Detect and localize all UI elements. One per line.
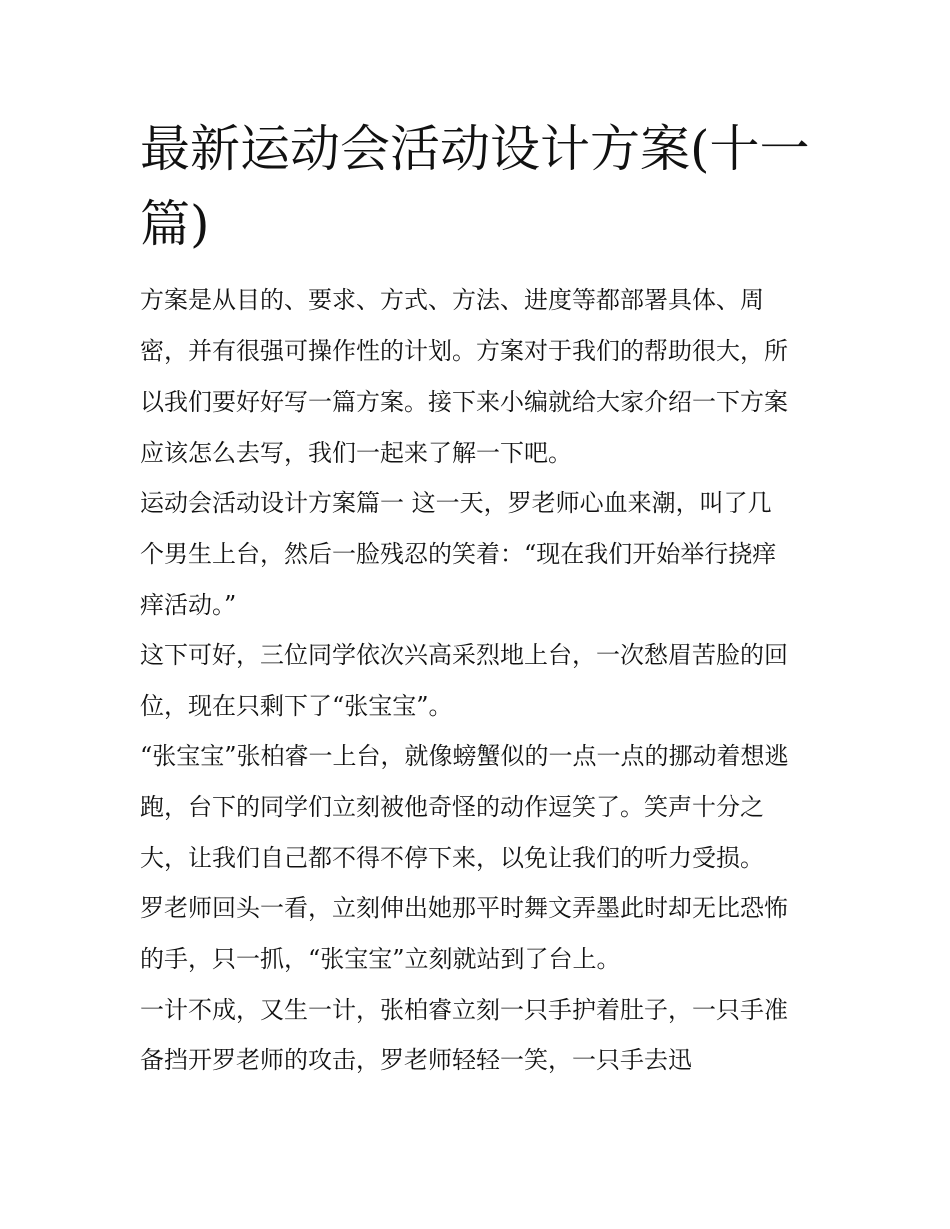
body-line: 跑，台下的同学们立刻被他奇怪的动作逗笑了。笑声十分之	[140, 793, 764, 821]
body-line: 个男生上台，然后一脸残忍的笑着：“现在我们开始举行挠痒	[140, 540, 777, 568]
body-line: 位，现在只剩下了“张宝宝”。	[140, 692, 453, 720]
body-line: 这下可好，三位同学依次兴高采烈地上台，一次愁眉苦脸的回	[140, 641, 788, 669]
body-line: 大，让我们自己都不得不停下来，以免让我们的听力受损。	[140, 844, 764, 872]
body-line: 密，并有很强可操作性的计划。方案对于我们的帮助很大，所	[140, 337, 788, 365]
body-line: 一计不成，又生一计，张柏睿立刻一只手护着肚子，一只手准	[140, 996, 788, 1024]
body-line: 方案是从目的、要求、方式、方法、进度等都部署具体、周	[140, 286, 764, 314]
body-line: 以我们要好好写一篇方案。接下来小编就给大家介绍一下方案	[140, 388, 788, 416]
body-line: 的手，只一抓，“张宝宝”立刻就站到了台上。	[140, 945, 621, 973]
body-line: 运动会活动设计方案篇一 这一天，罗老师心血来潮，叫了几	[140, 489, 772, 517]
document-title: 最新运动会活动设计方案(十一篇)	[140, 120, 810, 253]
body-line: 应该怎么去写，我们一起来了解一下吧。	[140, 439, 572, 467]
body-line: 罗老师回头一看，立刻伸出她那平时舞文弄墨此时却无比恐怖	[140, 894, 788, 922]
body-line: “张宝宝”张柏睿一上台，就像螃蟹似的一点一点的挪动着想逃	[140, 742, 789, 770]
body-line: 备挡开罗老师的攻击，罗老师轻轻一笑，一只手去迅	[140, 1046, 692, 1074]
body-line: 痒活动。”	[140, 591, 237, 619]
